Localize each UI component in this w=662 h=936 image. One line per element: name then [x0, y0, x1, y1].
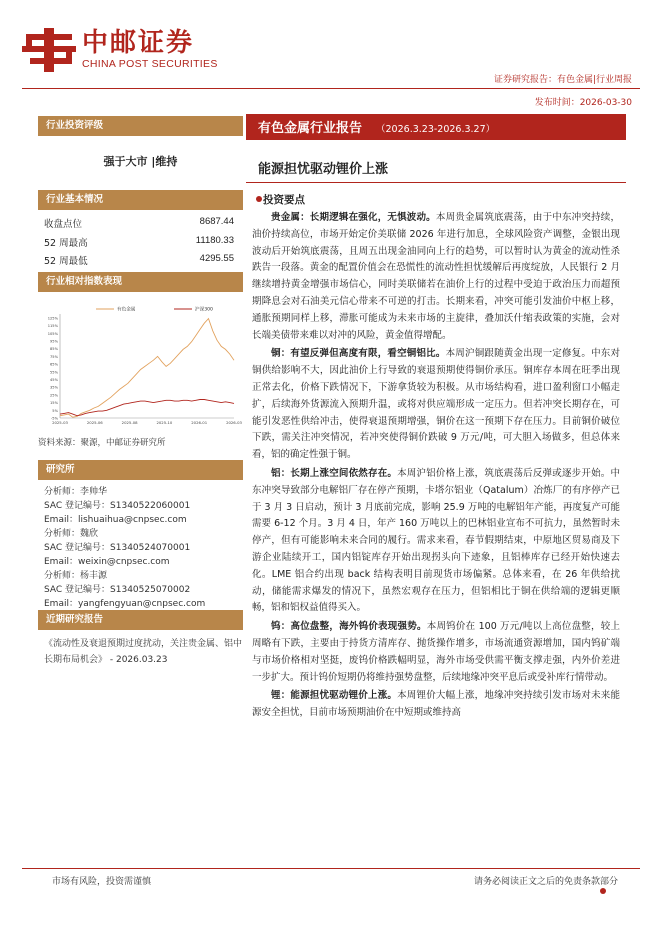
chart-source: 资料来源：聚源，中邮证券研究所	[38, 438, 166, 448]
analyst-email[interactable]: Email：lishuaihua@cnpsec.com	[44, 515, 187, 525]
basics-row	[44, 235, 234, 249]
report-period: （2026.3.23-2026.3.27）	[376, 124, 496, 135]
recent-report-link[interactable]: 《流动性及衰退预期过度扰动，关注贵金属、铝中长期布局机会》 - 2026.03.23	[44, 639, 243, 665]
china-post-logo-icon	[22, 28, 76, 72]
chart-y-tick-label: 85%	[50, 347, 58, 352]
publish-date: 发布时间：2026-03-30	[534, 98, 632, 108]
report-type: 证券研究报告：有色金属|行业周报	[493, 75, 632, 85]
chart-series-line-nonferrous	[60, 319, 234, 418]
paragraph-lead: 铜：有望反弹但高度有限，看空铜铝比。	[271, 348, 446, 360]
basics-row	[44, 216, 234, 230]
basics-value: 8687.44	[199, 216, 234, 227]
risk-disclaimer: 市场有风险，投资需谨慎	[52, 877, 152, 887]
chart-y-tick-label: 55%	[50, 370, 58, 375]
chart-x-tick-label: 2026-03	[226, 420, 242, 425]
analyst-email[interactable]: Email：weixin@cnpsec.com	[44, 557, 170, 567]
analyst-line: SAC 登记编号：S1340524070001	[44, 543, 191, 553]
relative-performance-chart	[38, 300, 243, 430]
chart-y-tick-label: 125%	[47, 316, 58, 321]
recent-reports-section-bar: 近期研究报告	[38, 610, 243, 630]
brand-name-en: CHINA POST SECURITIES	[82, 58, 218, 70]
page-marker-icon	[600, 888, 606, 894]
analyst-email[interactable]: Email：yangfengyuan@cnpsec.com	[44, 599, 206, 609]
chart-x-tick-label: 2025-06	[86, 420, 103, 425]
headline-divider	[246, 182, 626, 183]
basics-value: 11180.33	[195, 235, 234, 246]
chart-y-tick-label: 65%	[50, 362, 58, 367]
paragraph-precious-metals	[252, 210, 620, 344]
paragraph-text: 本周沪铜跟随黄金出现一定修复。中东对铜供给影响不大，因此油价上行导致的衰退预期使得铜价承压。铜库存本周在旺季出现正常去化，价格下跌情况下，下游拿货较为积极。从市场结构看，进口盈利窗口小幅走扩，后续海外货源流入预期升温，或将对供应端形成一定压力。但若冲突长期存在，可能引发恶性供给冲击，使得衰退预期增强，铜价在这一预期下存在压力。目前铜价破位下跌，需关注冲突情况，若冲突使得铜价跌破 9 万元/吨，可大胆入场做多，但总体来看，铝的确定性强于铜。	[252, 348, 620, 461]
paragraph-lead: 贵金属：长期逻辑在强化，无惧波动。	[271, 212, 436, 223]
paragraph-text: 本周钨价在 100 万元/吨以上高位盘整，较上周略有下跌，主要由于持货方清库存、抛货操作增多，市场流通资源增加，国内钨矿端与市场价格相对坚挺，废钨价格跌幅明显，海外市场受供需平衡支撑走强，内外价差进一步扩大。预计钨价短期仍将维持强势盘整，后续地缘冲突平息后或受补库行情带动。	[252, 621, 620, 683]
chart-x-tick-label: 2025-10	[156, 420, 173, 425]
performance-section-bar: 行业相对指数表现	[38, 272, 243, 292]
chart-y-tick-label: 115%	[47, 324, 58, 329]
rating-section-bar: 行业投资评级	[38, 116, 243, 136]
chart-y-tick-label: 25%	[50, 393, 58, 398]
chart-y-tick-label: -5%	[51, 416, 58, 421]
chart-legend-label: 沪深300	[195, 307, 213, 313]
analyst-line: 分析师：杨丰源	[44, 571, 108, 581]
disclaimer-notice: 请务必阅读正文之后的免责条款部分	[473, 877, 618, 887]
paragraph-lead: 钨：高位盘整，海外钨价表现强势。	[271, 621, 427, 633]
chart-legend-label: 有色金属	[117, 307, 136, 313]
industry-rating: 强于大市 |维持	[103, 155, 178, 168]
report-title: 有色金属行业报告	[258, 121, 363, 136]
basics-row	[44, 253, 234, 267]
chart-y-tick-label: 15%	[50, 401, 58, 406]
chart-x-tick-label: 2025-08	[121, 420, 138, 425]
chart-y-tick-label: 105%	[47, 331, 58, 336]
paragraph-tungsten	[252, 619, 620, 686]
paragraph-lithium	[252, 688, 620, 722]
chart-series-line-csi300	[60, 400, 234, 416]
basics-key: 52 周最高	[44, 238, 88, 249]
analyst-line: 分析师：李帅华	[44, 487, 108, 497]
paragraph-text: 本周沪铝价格上涨，筑底震荡后反弹或逐步开始。中东冲突导致部分电解铝厂存在停产预期，卡塔尔铝业（Qatalum）冶炼厂的有序停产已于 3 月 3 日启动，预计 3 月底前完成，影响 25.9 万吨的电解铝年产能，再度复产可能需要 6-12 个月。3 月 4 日，年产 160 万吨以上的巴林铝业宣布不可抗力，虽然暂时未停产，但有可能影响未来合同的履行。需求来看，春节假期结束，中原地区贸易商及下游企业陆续开工，国内铝锭库存开始出现拐头向下迹象，且铝棒库存已经开始快速去化。LME 铝合约出现 back 结构表明目前现货市场偏紧。总体来看，在 26 年供给扰动，储能需求爆发的情况下，虽然宏观存在压力，但铝相比于铜在供给端的逻辑更顺畅，铝和铝权益值得买入。	[252, 467, 620, 614]
bullet-icon	[256, 196, 262, 202]
footer-divider	[22, 868, 640, 869]
brand-name-cn: 中邮证券	[82, 28, 195, 58]
report-title-bar	[246, 114, 626, 140]
chart-y-tick-label: 45%	[50, 377, 58, 382]
paragraph-text: 本周贵金属筑底震荡，由于中东冲突持续，油价持续高位，市场开始定价美联储 2026 年进行加息，全球风险资产调整，金银出现波动后开始筑底震荡，且周五出现金油同向上行的趋势，可以暂时认为黄金的流动性杀跌告一段落。黄金的配置价值会在恐慌性的流动性担忧缓解后再度绽放，人民银行 2 月继续增持黄金增强市场信心，同时美联储若在油价上行的过程中受迫于政治压力而超预期降息会对石油美元信心带来不可逆的打击。长期来看，冲突可能引发油价中枢上移，通胀预期同样上移，滞胀可能成为未来市场的主旋律，叠加沃什缩表政策的实施，会对长端美债带来难以对冲的风险，黄金值得增配。	[252, 212, 620, 341]
chart-y-tick-label: 5%	[52, 408, 58, 413]
chart-y-tick-label: 95%	[50, 339, 58, 344]
analyst-line: 分析师：魏欣	[44, 529, 99, 539]
paragraph-lead: 锂：能源担忧驱动锂价上涨。	[271, 690, 398, 702]
research-section-bar: 研究所	[38, 460, 243, 480]
header-divider	[22, 88, 640, 89]
paragraph-aluminum	[252, 466, 620, 617]
basics-value: 4295.55	[199, 253, 234, 264]
chart-x-tick-label: 2025-03	[52, 420, 68, 425]
basics-key: 收盘点位	[44, 219, 83, 230]
analyst-line: SAC 登记编号：S1340522060001	[44, 501, 191, 511]
chart-x-tick-label: 2026-01	[191, 420, 208, 425]
chart-y-tick-label: 75%	[50, 354, 58, 359]
paragraph-copper	[252, 346, 620, 464]
paragraph-text: 本周锂价大幅上涨，地缘冲突持续引发市场对未来能源安全担忧，目前市场预期油价在中短期或维持高	[252, 690, 620, 719]
chart-y-tick-label: 35%	[50, 385, 58, 390]
paragraph-lead: 铝：长期上涨空间依然存在。	[271, 467, 398, 479]
basics-section-bar: 行业基本情况	[38, 190, 243, 210]
report-headline: 能源担忧驱动锂价上涨	[258, 162, 389, 177]
report-body	[252, 210, 620, 722]
analyst-line: SAC 登记编号：S1340525070002	[44, 585, 191, 595]
basics-key: 52 周最低	[44, 256, 88, 267]
section-title: 投资要点	[263, 194, 305, 206]
